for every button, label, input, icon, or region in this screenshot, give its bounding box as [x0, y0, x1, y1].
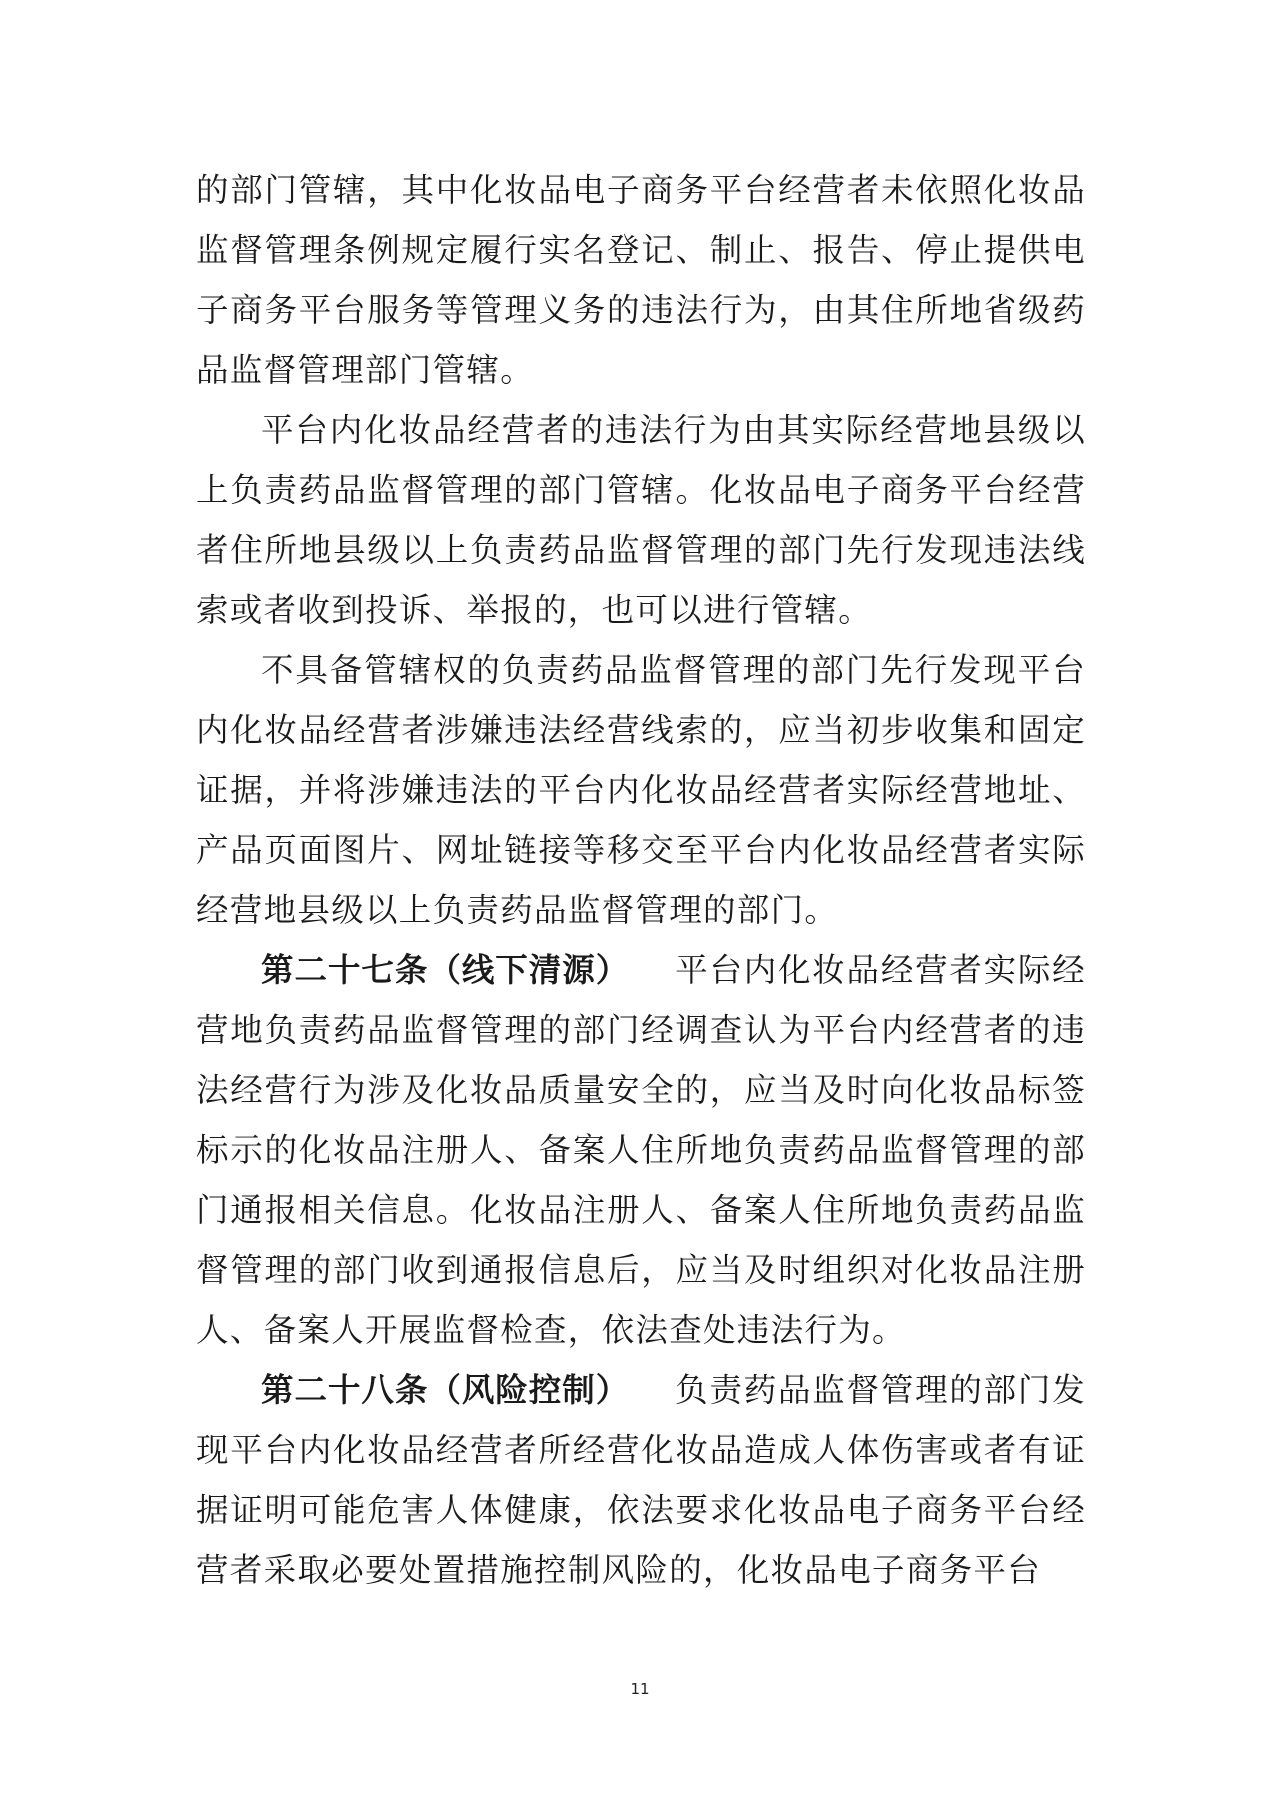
- paragraph-continuation: 的部门管辖，其中化妆品电子商务平台经营者未依照化妆品监督管理条例规定履行实名登记、制止、报告、停止提供电子商务平台服务等管理义务的违法行为，由其住所地省级药品监督管理部门管辖。: [196, 171, 1086, 389]
- page-number: 11: [630, 1680, 650, 1698]
- article-28-text: 负责药品监督管理的部门发现平台内化妆品经营者所经营化妆品造成人体伤害或者有证据证明可能危害人体健康，依法要求化妆品电子商务平台经营者采取必要处置措施控制风险的，化妆品电子商务平台: [196, 1371, 1086, 1589]
- article-27-text: 平台内化妆品经营者实际经营地负责药品监督管理的部门经调查认为平台内经营者的违法经营行为涉及化妆品质量安全的，应当及时向化妆品标签标示的化妆品注册人、备案人住所地负责药品监督管理的部门通报相关信息。化妆品注册人、备案人住所地负责药品监督管理的部门收到通报信息后，应当及时组织对化妆品注册人、备案人开展监督检查，依法查处违法行为。: [196, 951, 1086, 1349]
- article-27: [196, 940, 1086, 1360]
- article-27-heading: 第二十七条（线下清源）: [261, 951, 630, 989]
- article-28: [196, 1360, 1086, 1600]
- paragraph-jurisdiction: 平台内化妆品经营者的违法行为由其实际经营地县级以上负责药品监督管理的部门管辖。化妆品电子商务平台经营者住所地县级以上负责药品监督管理的部门先行发现违法线索或者收到投诉、举报的，也可以进行管辖。: [196, 411, 1086, 629]
- article-28-heading: 第二十八条（风险控制）: [261, 1371, 630, 1409]
- document-body: [196, 160, 1086, 1600]
- paragraph-transfer: 不具备管辖权的负责药品监督管理的部门先行发现平台内化妆品经营者涉嫌违法经营线索的，应当初步收集和固定证据，并将涉嫌违法的平台内化妆品经营者实际经营地址、产品页面图片、网址链接等移交至平台内化妆品经营者实际经营地县级以上负责药品监督管理的部门。: [196, 651, 1086, 929]
